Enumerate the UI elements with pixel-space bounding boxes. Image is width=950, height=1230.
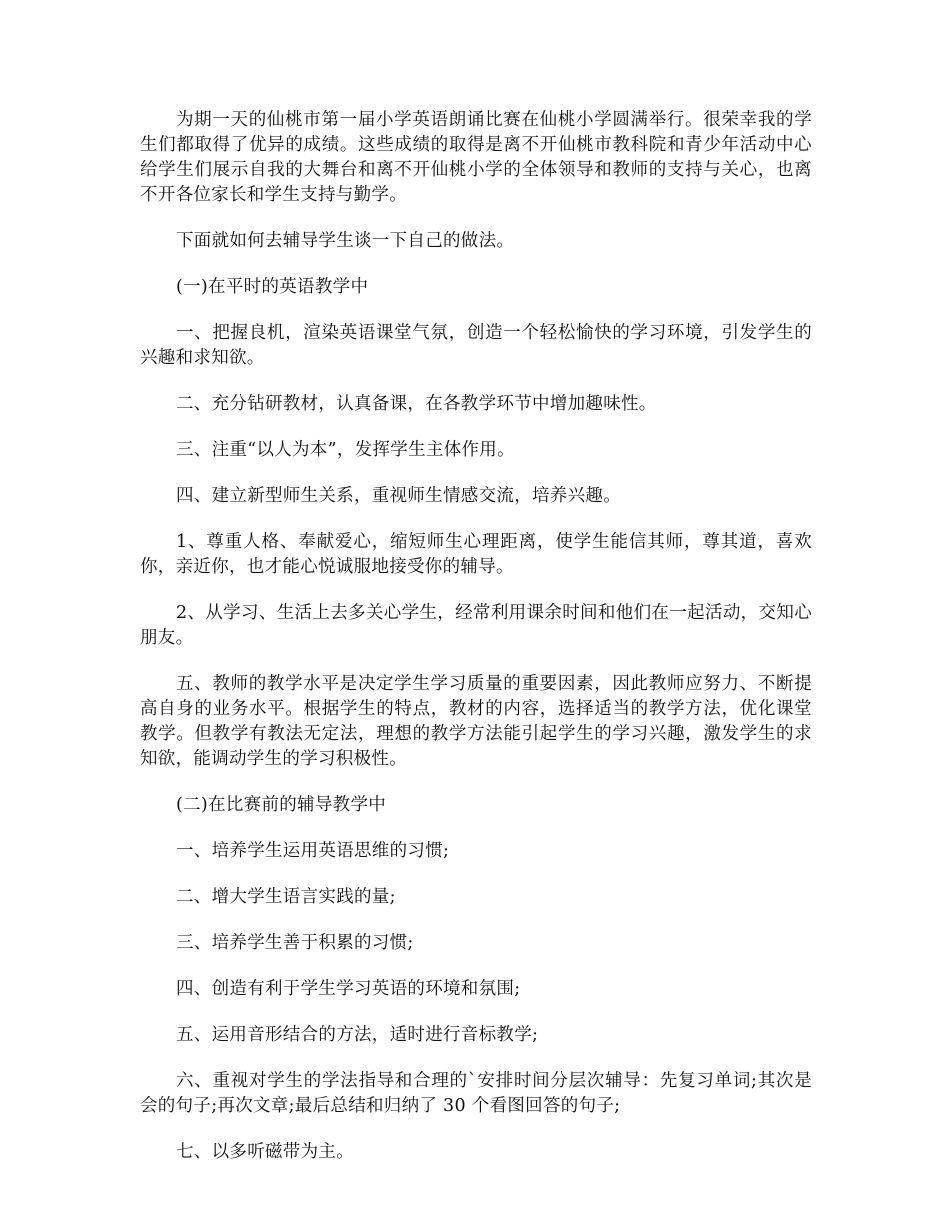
document-body (140, 108, 812, 1186)
point-4-paragraph: 四、建立新型师生关系，重视师生情感交流，培养兴趣。 (176, 486, 621, 506)
prep-point-7-paragraph: 七、以多听磁带为主。 (176, 1142, 354, 1162)
prep-point-2-paragraph: 二、增大学生语言实践的量; (176, 887, 396, 907)
section-heading-competition-prep: (二)在比赛前的辅导教学中 (176, 795, 387, 815)
prep-point-4-paragraph: 四、创造有利于学生学习英语的环境和氛围; (176, 979, 521, 999)
prep-point-1-paragraph: 一、培养学生运用英语思维的习惯; (176, 841, 450, 861)
point-1-paragraph: 一、把握良机，渲染英语课堂气氛，创造一个轻松愉快的学习环境，引发学生的兴趣和求知欲。 (140, 323, 812, 368)
point-5-paragraph: 五、教师的教学水平是决定学生学习质量的重要因素，因此教师应努力、不断提高自身的业务水平。根据学生的特点，教材的内容，选择适当的教学方法，优化课堂教学。但教学有教法无定法，理想的教学方法能引起学生的学习兴趣，激发学生的求知欲，能调动学生的学习积极性。 (140, 674, 812, 769)
prep-point-5-paragraph: 五、运用音形结合的方法，适时进行音标教学; (176, 1025, 539, 1045)
subpoint-4-1-paragraph: 1、尊重人格、奉献爱心，缩短师生心理距离，使学生能信其师，尊其道，喜欢你，亲近你，也才能心悦诚服地接受你的辅导。 (140, 532, 812, 577)
point-2-paragraph: 二、充分钻研教材，认真备课，在各教学环节中增加趣味性。 (176, 394, 657, 414)
prep-point-6-paragraph: 六、重视对学生的学法指导和合理的`安排时间分层次辅导：先复习单词;其次是会的句子;再次文章;最后总结和归纳了 30 个看图回答的句子; (140, 1071, 812, 1116)
point-3-paragraph: 三、注重“以人为本”，发挥学生主体作用。 (176, 440, 515, 460)
subpoint-4-2-paragraph: 2、从学习、生活上去多关心学生，经常利用课余时间和他们在一起活动，交知心朋友。 (140, 603, 812, 648)
intro-paragraph: 为期一天的仙桃市第一届小学英语朗诵比赛在仙桃小学圆满举行。很荣幸我的学生们都取得了优异的成绩。这些成绩的取得是离不开仙桃市教科院和青少年活动中心给学生们展示自我的大舞台和离不开仙桃小学的全体领导和教师的支持与关心，也离不开各位家长和学生支持与勤学。 (140, 110, 812, 205)
section-heading-daily-teaching: (一)在平时的英语教学中 (176, 277, 369, 297)
prep-point-3-paragraph: 三、培养学生善于积累的习惯; (176, 933, 414, 953)
method-intro-paragraph: 下面就如何去辅导学生谈一下自己的做法。 (176, 231, 515, 251)
